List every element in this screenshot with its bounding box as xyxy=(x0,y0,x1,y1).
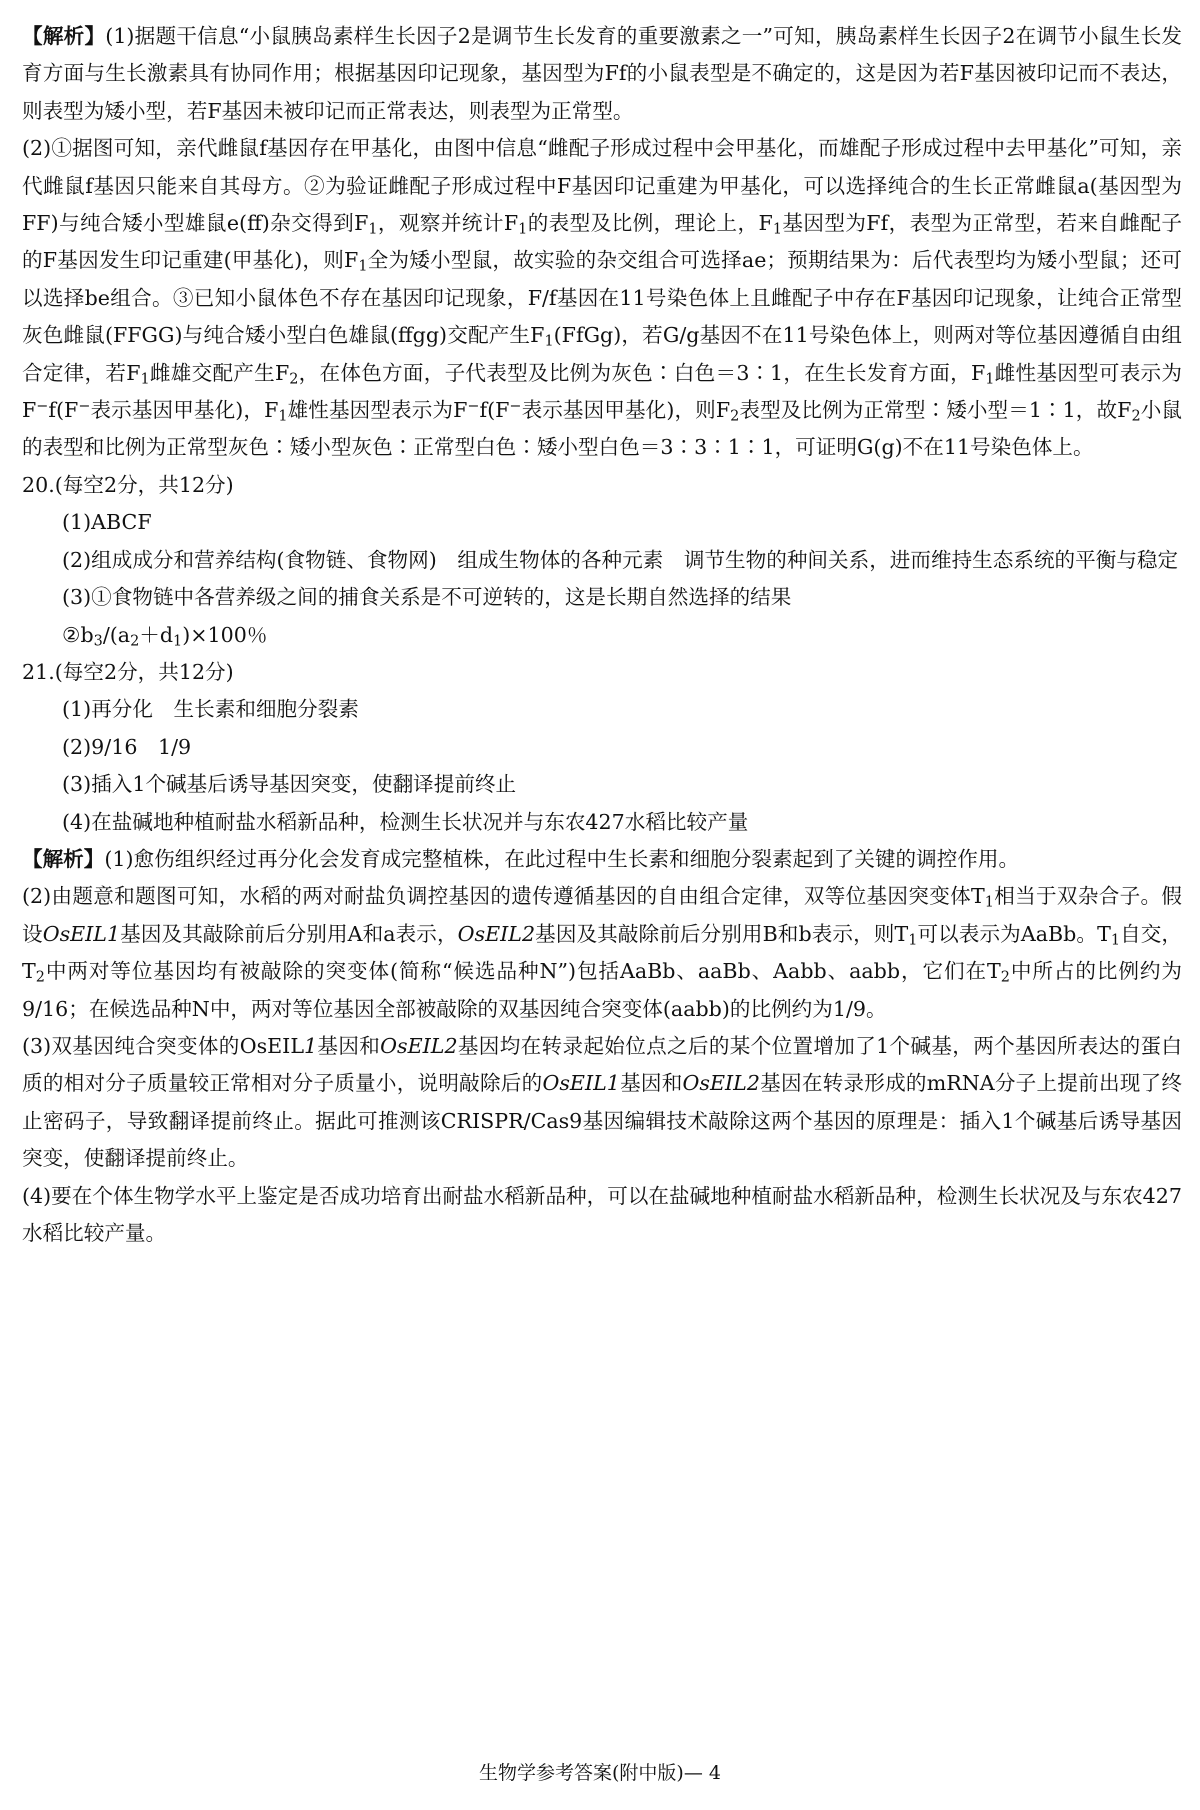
page-footer: 生物学参考答案(附中版)— 4 xyxy=(479,1762,721,1784)
answer-line: (4)在盐碱地种植耐盐水稻新品种，检测生长状况并与东农427水稻比较产量 xyxy=(62,809,749,834)
question-heading: 20.(每空2分，共12分) xyxy=(22,472,234,497)
question-heading: 21.(每空2分，共12分) xyxy=(22,659,234,684)
analysis-paragraph: (4)要在个体生物学水平上鉴定是否成功培育出耐盐水稻新品种，可以在盐碱地种植耐盐水稻新品种，检测生长状况及与东农427水稻比较产量。 xyxy=(22,1183,1182,1245)
analysis-paragraph: (2)①据图可知，亲代雌鼠f基因存在甲基化，由图中信息“雌配子形成过程中会甲基化，而雄配子形成过程中去甲基化”可知，亲代雌鼠f基因只能来自其母方。②为验证雌配子形成过程中F基因印记重建为甲基化，可以选择纯合的生长正常雌鼠a(基因型为FF)与纯合矮小型雄鼠e(ff)杂交得到$F_1$，观察并统计$F_1$的表型及比例，理论上，$F_1$基因型为Ff，表型为正常型，若来自雌配子的F基因发生印记重建(甲基化)，则$F_1$全为矮小型鼠，故实验的杂交组合可选择ae；预期结果为：后代表型均为矮小型鼠；还可以选择be组合。③已知小鼠体色不存在基因印记现象，F/f基因在11号染色体上且雌配子中存在F基因印记现象，让纯合正常型灰色雌鼠(FFGG)与纯合矮小型白色雄鼠(ffgg)交配产生$F_1(FfGg)$，若G/g基因不在11号染色体上，则两对等位基因遵循自由组合定律，若$F_1$雌雄交配产生$F_2$，在体色方面，子代表型及比例为灰色∶白色＝3∶1，在生长发育方面，$F_1$雌性基因型可表示为F−f(F−表示基因甲基化)，$F_1$雄性基因型表示为F−f(F−表示基因甲基化)，则$F_2$表型及比例为正常型∶矮小型＝1∶1，故$F_2$小鼠的表型和比例为正常型灰色∶矮小型灰色∶正常型白色∶矮小型白色＝3∶3∶1∶1，可证明G(g)不在11号染色体上。 xyxy=(22,136,1183,460)
analysis-text: (1)据题干信息“小鼠胰岛素样生长因子2是调节生长发育的重要激素之一”可知，胰岛素样生长因子2在调节小鼠生长发育方面与生长激素具有协同作用；根据基因印记现象，基因型为Ff的小鼠表型是不确定的，这是因为若F基因被印记而不表达，则表型为矮小型，若F基因未被印记而正常表达，则表型为正常型。 xyxy=(22,24,1182,123)
answer-line: $②b_3/(a_2+d_1)\times 100$％ xyxy=(62,622,268,650)
answer-line: (2)9/16 1/9 xyxy=(62,734,192,759)
analysis-paragraph xyxy=(22,18,1182,130)
analysis-tag: 【解析】 xyxy=(22,846,105,871)
analysis-paragraph: (3)双基因纯合突变体的OsEIL1基因和OsEIL2基因均在转录起始位点之后的某个位置增加了1个碱基，两个基因所表达的蛋白质的相对分子质量较正常相对分子质量小，说明敲除后的OsEIL1基因和OsEIL2基因在转录形成的mRNA分子上提前出现了终止密码子，导致翻译提前终止。据此可推测该CRISPR/Cas9基因编辑技术敲除这两个基因的原理是：插入1个碱基后诱导基因突变，使翻译提前终止。 xyxy=(22,1033,1183,1171)
answer-line: (3)插入1个碱基后诱导基因突变，使翻译提前终止 xyxy=(62,772,517,797)
answer-line: (1)再分化 生长素和细胞分裂素 xyxy=(62,697,359,722)
analysis-paragraph xyxy=(22,841,1182,878)
answer-page xyxy=(22,18,1182,1252)
answer-line: (1)ABCF xyxy=(62,510,152,535)
analysis-text: (1)愈伤组织经过再分化会发育成完整植株，在此过程中生长素和细胞分裂素起到了关键的调控作用。 xyxy=(104,846,1020,871)
analysis-paragraph: (2)由题意和题图可知，水稻的两对耐盐负调控基因的遗传遵循基因的自由组合定律，双等位基因突变体$T_1$相当于双杂合子。假设OsEIL1基因及其敲除前后分别用A和a表示，OsEIL2基因及其敲除前后分别用B和b表示，则$T_1$可以表示为AaBb。$T_1$自交，$T_2$中两对等位基因均有被敲除的突变体(简称“候选品种N”)包括AaBb、aaBb、Aabb、aabb，它们在$T_2$中所占的比例约为9/16；在候选品种N中，两对等位基因全部被敲除的双基因纯合突变体(aabb)的比例约为1/9。 xyxy=(22,884,1183,1021)
analysis-tag: 【解析】 xyxy=(22,24,106,48)
answer-line: (3)①食物链中各营养级之间的捕食关系是不可逆转的，这是长期自然选择的结果 xyxy=(62,585,792,610)
answer-line: (2)组成成分和营养结构(食物链、食物网) 组成生物体的各种元素 调节生物的种间关系，进而维持生态系统的平衡与稳定 xyxy=(62,547,1179,572)
